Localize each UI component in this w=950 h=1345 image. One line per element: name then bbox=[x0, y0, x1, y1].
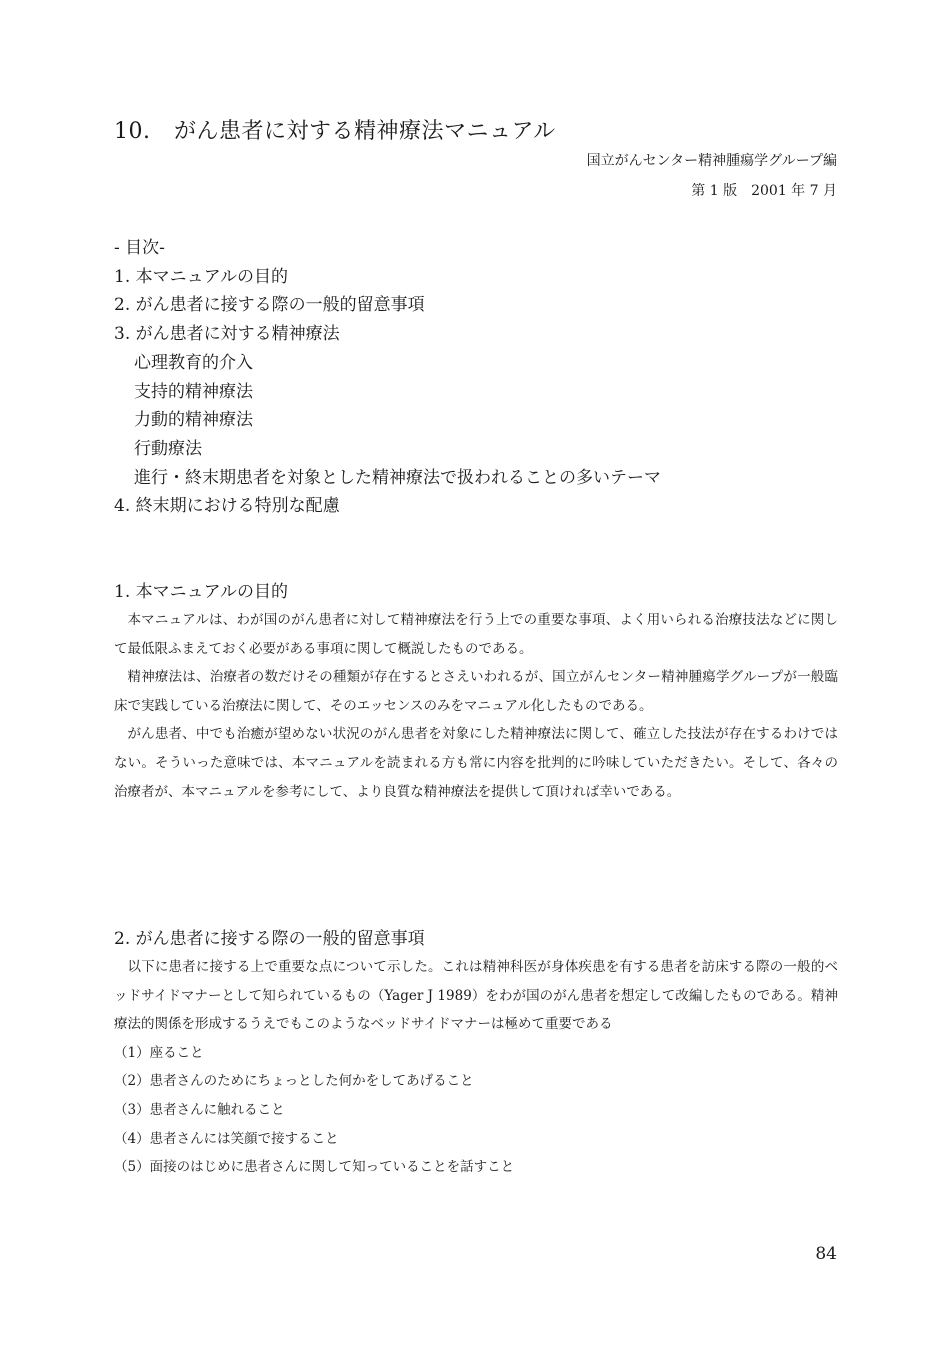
list-item: （2）患者さんのためにちょっとした何かをしてあげること bbox=[114, 1073, 474, 1090]
chapter-title bbox=[114, 114, 556, 145]
list-item: （5）面接のはじめに患者さんに関して知っていることを話すこと bbox=[114, 1159, 515, 1176]
toc-subitem: 力動的精神療法 bbox=[134, 410, 253, 431]
list-item: （1）座ること bbox=[114, 1044, 204, 1061]
toc-subitem: 心理教育的介入 bbox=[134, 352, 253, 373]
table-of-contents bbox=[114, 234, 661, 521]
toc-item: 1. 本マニュアルの目的 bbox=[114, 266, 288, 287]
list-item: （3）患者さんに触れること bbox=[114, 1101, 285, 1118]
section-2-heading: 2. がん患者に接する際の一般的留意事項 bbox=[114, 929, 425, 949]
paragraph: 精神療法は、治療者の数だけその種類が存在するとさえいわれるが、国立がんセンター精神腫瘍学グループが一般臨床で実践している治療法に関して、そのエッセンスのみをマニュアル化したものである。 bbox=[114, 669, 838, 714]
chapter-number: 10. bbox=[114, 119, 151, 144]
section-2-body bbox=[114, 953, 838, 1182]
paragraph: 本マニュアルは、わが国のがん患者に対して精神療法を行う上での重要な事項、よく用いられる治療技法などに関して最低限ふまえておく必要がある事項に関して概説したものである。 bbox=[114, 612, 838, 657]
toc-item: 3. がん患者に対する精神療法 bbox=[114, 324, 340, 345]
edition-date: 第 1 版 2001 年 7 月 bbox=[691, 183, 837, 199]
list-item: （4）患者さんには笑顔で接すること bbox=[114, 1130, 339, 1147]
toc-item: 2. がん患者に接する際の一般的留意事項 bbox=[114, 295, 425, 316]
section-1-heading: 1. 本マニュアルの目的 bbox=[114, 582, 288, 602]
toc-item: 4. 終末期における特別な配慮 bbox=[114, 496, 340, 517]
section-1-body bbox=[114, 606, 838, 806]
toc-subitem: 支持的精神療法 bbox=[134, 381, 253, 402]
chapter-title-text: がん患者に対する精神療法マニュアル bbox=[174, 119, 556, 144]
paragraph: がん患者、中でも治癒が望めない状況のがん患者を対象にした精神療法に関して、確立した技法が存在するわけではない。そういった意味では、本マニュアルを読まれる方も常に内容を批判的に吟味していただきたい。そして、各々の治療者が、本マニュアルを参考にして、より良質な精神療法を提供して頂ければ幸いである。 bbox=[114, 726, 838, 800]
page-number: 84 bbox=[815, 1244, 837, 1264]
paragraph: 以下に患者に接する上で重要な点について示した。これは精神科医が身体疾患を有する患者を訪床する際の一般的ベッドサイドマナーとして知られているもの（Yager J 1989）をわが国のがん患者を想定して改編したものである。精神療法的関係を形成するうえでもこのようなベッドサイドマナーは極めて重要である bbox=[114, 959, 838, 1033]
author-organization: 国立がんセンター精神腫瘍学グループ編 bbox=[586, 153, 837, 169]
toc-subitem: 進行・終末期患者を対象とした精神療法で扱われることの多いテーマ bbox=[134, 467, 661, 488]
toc-heading: - 目次- bbox=[114, 238, 165, 258]
toc-subitem: 行動療法 bbox=[134, 438, 202, 459]
